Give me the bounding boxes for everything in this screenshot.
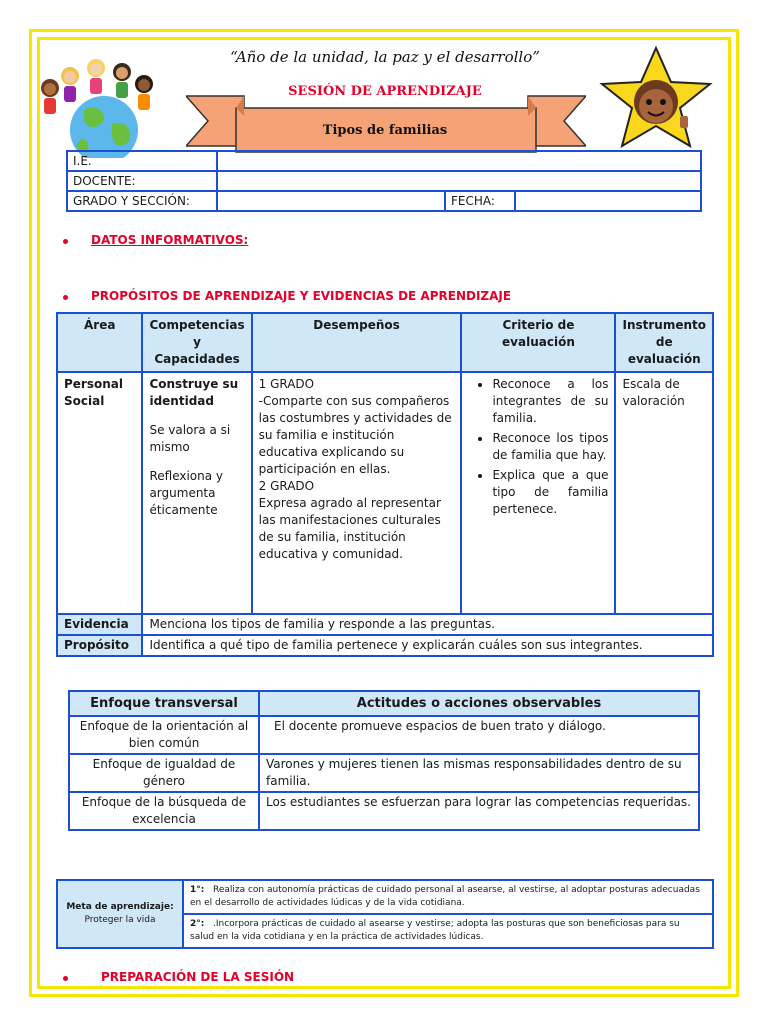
fecha-label: FECHA: <box>445 191 515 211</box>
actitud-cell: Los estudiantes se esfuerzan para lograr las competencias requeridas. <box>259 792 699 830</box>
meta-row-1: 1°: Realiza con autonomía prácticas de cuidado personal al asearse, al vestirse, al adoptar posturas adecuadas en el desarrollo de actividades lúdicas y de la vida cotidiana. <box>183 880 713 914</box>
list-item: • Reconoce a los integrantes de su familia. <box>492 376 608 427</box>
bullet-icon <box>63 976 68 981</box>
header-area: Área <box>57 313 142 372</box>
table-row <box>69 754 699 792</box>
table-row <box>69 792 699 830</box>
session-title: SESIÓN DE APRENDIZAJE <box>288 84 482 99</box>
header-desempenos: Desempeños <box>252 313 462 372</box>
info-table <box>66 150 702 212</box>
docente-label: DOCENTE: <box>67 171 217 191</box>
ie-value-cell[interactable] <box>217 151 701 171</box>
list-item: • Explica que a que tipo de familia pertenece. <box>492 467 608 518</box>
bullet-icon <box>63 239 68 244</box>
enfoque-cell: Enfoque de la orientación al bien común <box>69 716 259 754</box>
fecha-value-cell[interactable] <box>515 191 701 211</box>
header-criterio: Criterio de evaluación <box>461 313 615 372</box>
proposito-value: Identifica a qué tipo de familia pertenece y explicarán cuáles son sus integrantes. <box>142 635 713 656</box>
globe-children-illustration <box>38 58 168 158</box>
section-propositos: PROPÓSITOS DE APRENDIZAJE Y EVIDENCIAS DE APRENDIZAJE <box>91 289 512 303</box>
session-subtitle: Tipos de familias <box>322 123 448 138</box>
instrumento-cell: Escala de valoración <box>615 372 713 614</box>
star-character-illustration <box>596 44 716 150</box>
actitud-cell: El docente promueve espacios de buen trato y diálogo. <box>259 716 699 754</box>
ie-label: I.E. <box>67 151 217 171</box>
list-item: • Reconoce los tipos de familia que hay. <box>492 430 608 464</box>
proposito-label: Propósito <box>57 635 142 656</box>
meta-label-cell: Meta de aprendizaje: Proteger la vida <box>57 880 183 948</box>
competencias-cell: Construye su identidad Se valora a si mismo Reflexiona y argumenta éticamente <box>142 372 251 614</box>
docente-value-cell[interactable] <box>217 171 701 191</box>
actitud-cell: Varones y mujeres tienen las mismas responsabilidades dentro de su familia. <box>259 754 699 792</box>
criterios-cell <box>461 372 615 614</box>
enfoque-cell: Enfoque de igualdad de género <box>69 754 259 792</box>
learning-purposes-table <box>56 312 714 657</box>
desempenos-cell: 1 GRADO -Comparte con sus compañeros las costumbres y actividades de su familia e institución educativa explicando su participación en ellas. 2 GRADO Expresa agrado al representar las manifestaciones culturales de su familia, institución educativa y comunidad. <box>252 372 462 614</box>
meta-row-2: 2°: .Incorpora prácticas de cuidado al asearse y vestirse; adopta las posturas que son beneficiosas para su salud en la vida cotidiana y en la práctica de actividades lúdicas. <box>183 914 713 948</box>
motto-text: “Año de la unidad, la paz y el desarrollo” <box>230 48 540 66</box>
header-actitudes: Actitudes o acciones observables <box>259 691 699 716</box>
evidencia-label: Evidencia <box>57 614 142 635</box>
section-preparacion: PREPARACIÓN DE LA SESIÓN <box>101 970 295 984</box>
grado-label: GRADO Y SECCIÓN: <box>67 191 217 211</box>
learning-goal-table <box>56 879 714 949</box>
bullet-icon <box>63 295 68 300</box>
evidencia-value: Menciona los tipos de familia y responde a las preguntas. <box>142 614 713 635</box>
grado-value-cell[interactable] <box>217 191 445 211</box>
header-instrumento: Instrumento de evaluación <box>615 313 713 372</box>
enfoque-cell: Enfoque de la búsqueda de excelencia <box>69 792 259 830</box>
section-datos-informativos: DATOS INFORMATIVOS: <box>91 233 249 247</box>
header-enfoque: Enfoque transversal <box>69 691 259 716</box>
header-competencias: Competencias y Capacidades <box>142 313 251 372</box>
area-cell: Personal Social <box>57 372 142 614</box>
transversal-approaches-table <box>68 690 700 831</box>
table-row <box>69 716 699 754</box>
